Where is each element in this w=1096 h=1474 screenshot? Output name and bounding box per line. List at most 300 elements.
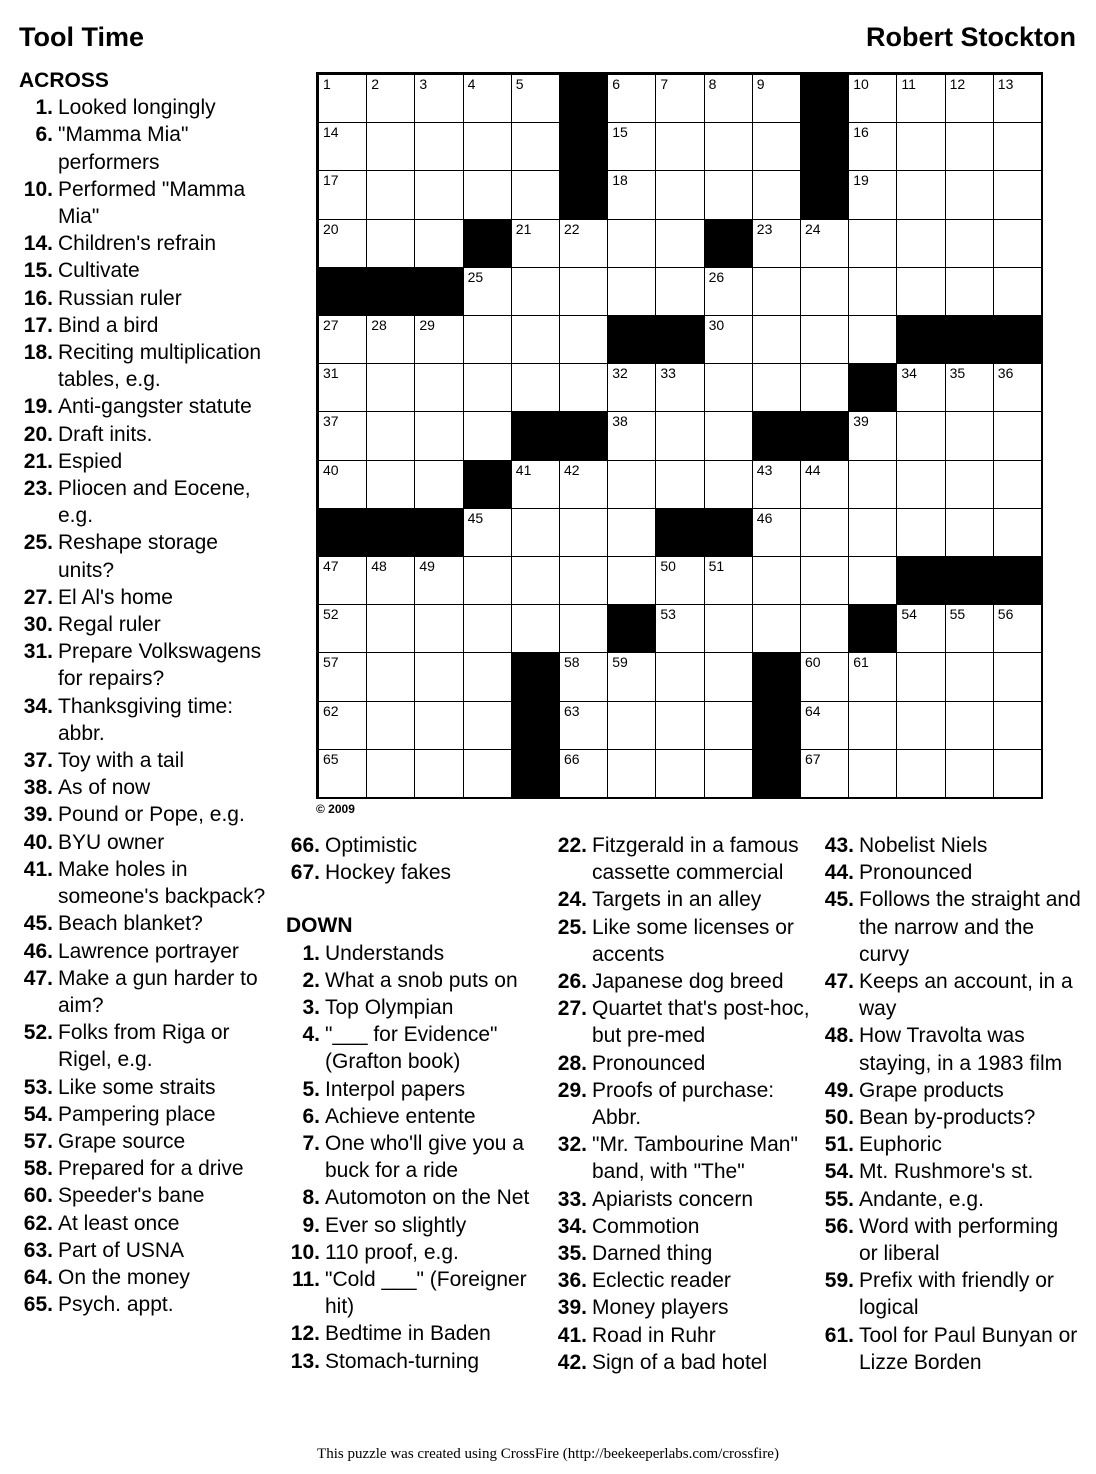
grid-cell[interactable]	[704, 170, 753, 219]
grid-cell[interactable]	[559, 363, 608, 412]
clue-number: 22.	[557, 834, 587, 857]
clue-item	[820, 1131, 1082, 1158]
grid-cell[interactable]	[945, 170, 994, 219]
grid-cell[interactable]	[318, 122, 367, 171]
grid-cell[interactable]	[414, 74, 463, 123]
grid-cell[interactable]	[800, 267, 849, 316]
grid-cell[interactable]	[993, 604, 1042, 653]
grid-cell[interactable]	[655, 122, 704, 171]
clue-item	[19, 856, 277, 910]
grid-cell[interactable]	[752, 508, 801, 557]
grid-cell[interactable]	[366, 604, 415, 653]
grid-cell[interactable]	[366, 219, 415, 268]
grid-cell[interactable]	[655, 74, 704, 123]
grid-cell[interactable]	[945, 749, 994, 798]
clue-number: 27.	[23, 585, 53, 609]
grid-cell[interactable]	[704, 556, 753, 605]
clue-text: Ever so slightly	[325, 1213, 467, 1237]
grid-cell[interactable]	[463, 315, 512, 364]
clue-text: Psych. appt.	[58, 1293, 174, 1317]
clue-item	[820, 1322, 1082, 1376]
grid-cell[interactable]	[993, 74, 1042, 123]
grid-cell[interactable]	[414, 315, 463, 364]
cell-number: 42	[564, 461, 580, 478]
grid-cell[interactable]	[896, 701, 945, 750]
grid-cell[interactable]	[607, 652, 656, 701]
grid-cell[interactable]	[993, 363, 1042, 412]
grid-cell[interactable]	[704, 411, 753, 460]
grid-cell[interactable]	[607, 170, 656, 219]
grid-cell[interactable]	[318, 460, 367, 509]
grid-cell[interactable]	[704, 604, 753, 653]
grid-cell[interactable]	[993, 460, 1042, 509]
grid-cell[interactable]	[366, 170, 415, 219]
grid-cell[interactable]	[414, 170, 463, 219]
clue-item	[19, 312, 277, 339]
grid-cell[interactable]	[848, 267, 897, 316]
clue-item	[820, 832, 1082, 859]
grid-cell[interactable]	[366, 315, 415, 364]
grid-cell[interactable]	[559, 604, 608, 653]
clue-text: "Mr. Tambourine Man" band, with "The"	[592, 1133, 798, 1184]
grid-cell[interactable]	[704, 701, 753, 750]
clue-item	[19, 1155, 277, 1182]
clue-text: Like some straits	[58, 1075, 216, 1099]
grid-cell[interactable]	[752, 460, 801, 509]
grid-cell[interactable]	[704, 652, 753, 701]
grid-cell[interactable]	[559, 315, 608, 364]
grid-cell[interactable]	[848, 749, 897, 798]
grid-cell[interactable]	[945, 267, 994, 316]
grid-cell[interactable]	[318, 749, 367, 798]
grid-cell[interactable]	[655, 170, 704, 219]
grid-cell[interactable]	[607, 508, 656, 557]
grid-cell[interactable]	[848, 652, 897, 701]
grid-cell[interactable]	[655, 556, 704, 605]
clue-number: 58.	[23, 1157, 53, 1181]
grid-cell[interactable]	[607, 74, 656, 123]
grid-cell[interactable]	[607, 411, 656, 460]
grid-cell[interactable]	[463, 363, 512, 412]
clue-text: Andante, e.g.	[859, 1187, 984, 1211]
grid-cell[interactable]	[559, 267, 608, 316]
cell-number: 9	[756, 76, 765, 92]
grid-cell[interactable]	[848, 701, 897, 750]
black-square	[366, 267, 415, 316]
grid-cell[interactable]	[993, 749, 1042, 798]
cell-number: 52	[323, 606, 339, 623]
black-square	[752, 411, 801, 460]
grid-cell[interactable]	[896, 460, 945, 509]
clue-number: 28.	[557, 1051, 587, 1075]
grid-cell[interactable]	[752, 604, 801, 653]
grid-cell[interactable]	[463, 749, 512, 798]
grid-cell[interactable]	[896, 363, 945, 412]
grid-cell[interactable]	[318, 170, 367, 219]
grid-cell[interactable]	[318, 604, 367, 653]
grid-cell[interactable]	[896, 122, 945, 171]
grid-cell[interactable]	[511, 604, 560, 653]
clue-number: 7.	[302, 1132, 320, 1156]
grid-cell[interactable]	[945, 460, 994, 509]
clue-number: 36.	[557, 1269, 587, 1293]
grid-cell[interactable]	[607, 363, 656, 412]
grid-cell[interactable]	[896, 508, 945, 557]
grid-cell[interactable]	[945, 701, 994, 750]
cell-number: 64	[805, 702, 821, 719]
clue-text: Anti-gangster statute	[58, 395, 252, 419]
grid-cell[interactable]	[655, 460, 704, 509]
grid-cell[interactable]	[993, 701, 1042, 750]
clue-text: Stomach-turning	[325, 1349, 480, 1373]
grid-cell[interactable]	[463, 508, 512, 557]
clue-item	[19, 747, 277, 774]
grid-cell[interactable]	[366, 74, 415, 123]
grid-cell[interactable]	[704, 749, 753, 798]
grid-cell[interactable]	[607, 701, 656, 750]
grid-cell[interactable]	[848, 219, 897, 268]
across-heading: ACROSS	[19, 69, 109, 92]
grid-cell[interactable]	[463, 267, 512, 316]
clue-item	[286, 1184, 548, 1211]
clue-item	[19, 285, 277, 312]
grid-cell[interactable]	[511, 219, 560, 268]
grid-cell[interactable]	[463, 604, 512, 653]
grid-cell[interactable]	[366, 652, 415, 701]
grid-cell[interactable]	[993, 508, 1042, 557]
grid-cell[interactable]	[414, 460, 463, 509]
clue-item	[19, 1291, 277, 1318]
clue-text: Performed "Mamma Mia"	[58, 177, 246, 229]
grid-cell[interactable]	[752, 122, 801, 171]
grid-cell[interactable]	[559, 556, 608, 605]
down-heading: DOWN	[286, 914, 353, 938]
clue-item	[19, 1074, 277, 1101]
grid-cell[interactable]	[752, 170, 801, 219]
clue-number: 63.	[23, 1238, 53, 1262]
grid-cell[interactable]	[366, 749, 415, 798]
clue-text: Make holes in someone's backpack?	[58, 857, 266, 909]
grid-cell[interactable]	[655, 411, 704, 460]
grid-cell[interactable]	[896, 74, 945, 123]
grid-cell[interactable]	[318, 411, 367, 460]
grid-cell[interactable]	[607, 219, 656, 268]
grid-cell[interactable]	[800, 749, 849, 798]
grid-cell[interactable]	[559, 652, 608, 701]
clue-text: Targets in an alley	[592, 888, 762, 912]
clue-number: 20.	[23, 422, 53, 446]
clue-item	[820, 1104, 1082, 1131]
grid-cell[interactable]	[896, 604, 945, 653]
clue-item	[553, 1322, 815, 1349]
clue-text: Folks from Riga or Rigel, e.g.	[58, 1021, 230, 1072]
grid-cell[interactable]	[318, 701, 367, 750]
black-square	[559, 170, 608, 219]
grid-cell[interactable]	[414, 652, 463, 701]
footer-credit: This puzzle was created using CrossFire (http://beekeeperlabs.com/crossfire)	[317, 1446, 779, 1462]
clue-item	[286, 1130, 548, 1184]
clue-item	[553, 1294, 815, 1321]
clue-item	[19, 1182, 277, 1209]
clue-text: Prefix with friendly or logical	[859, 1269, 1054, 1320]
cell-number: 2	[371, 76, 379, 92]
grid-cell[interactable]	[655, 267, 704, 316]
grid-cell[interactable]	[704, 122, 753, 171]
grid-cell[interactable]	[848, 122, 897, 171]
grid-cell[interactable]	[800, 556, 849, 605]
clue-item	[553, 832, 815, 886]
clue-text: Mt. Rushmore's st.	[859, 1160, 1034, 1184]
grid-cell[interactable]	[559, 701, 608, 750]
grid-cell[interactable]	[463, 701, 512, 750]
grid-cell[interactable]	[655, 219, 704, 268]
grid-cell[interactable]	[559, 749, 608, 798]
grid-cell[interactable]	[848, 411, 897, 460]
grid-cell[interactable]	[559, 508, 608, 557]
clue-item	[286, 859, 548, 886]
grid-cell[interactable]	[945, 363, 994, 412]
grid-cell[interactable]	[366, 411, 415, 460]
grid-cell[interactable]	[318, 219, 367, 268]
grid-cell[interactable]	[896, 652, 945, 701]
cell-number: 54	[901, 606, 917, 623]
grid-cell[interactable]	[511, 508, 560, 557]
clue-item	[553, 1267, 815, 1294]
grid-cell[interactable]	[414, 604, 463, 653]
grid-cell[interactable]	[752, 219, 801, 268]
cell-number: 16	[853, 124, 869, 141]
grid-cell[interactable]	[318, 363, 367, 412]
clue-number: 25.	[557, 915, 587, 939]
grid-cell[interactable]	[800, 315, 849, 364]
grid-cell[interactable]	[993, 652, 1042, 701]
grid-cell[interactable]	[704, 460, 753, 509]
cell-number: 27	[323, 317, 339, 333]
clue-item	[19, 121, 277, 175]
clue-text: Grape source	[58, 1129, 186, 1153]
grid-cell[interactable]	[463, 652, 512, 701]
clue-number: 50.	[824, 1106, 854, 1130]
grid-cell[interactable]	[800, 219, 849, 268]
grid-cell[interactable]	[366, 363, 415, 412]
black-square	[848, 363, 897, 412]
black-square	[559, 122, 608, 171]
grid-cell[interactable]	[800, 460, 849, 509]
grid-cell[interactable]	[655, 652, 704, 701]
clue-number: 10.	[23, 177, 53, 201]
clue-text: Looked longingly	[58, 96, 216, 120]
grid-cell[interactable]	[414, 363, 463, 412]
grid-cell[interactable]	[752, 363, 801, 412]
clue-item	[553, 1213, 815, 1240]
grid-cell[interactable]	[366, 122, 415, 171]
cell-number: 15	[612, 124, 628, 141]
clue-item	[19, 1128, 277, 1155]
grid-cell[interactable]	[704, 74, 753, 123]
grid-cell[interactable]	[511, 556, 560, 605]
grid-cell[interactable]	[752, 74, 801, 123]
grid-cell[interactable]	[800, 652, 849, 701]
clue-number: 38.	[23, 776, 53, 800]
clue-text: Bedtime in Baden	[325, 1322, 491, 1346]
clue-text: Eclectic reader	[592, 1269, 731, 1293]
grid-cell[interactable]	[607, 267, 656, 316]
grid-cell[interactable]	[655, 749, 704, 798]
grid-cell[interactable]	[463, 411, 512, 460]
crossword-grid	[316, 72, 1043, 799]
grid-cell[interactable]	[463, 74, 512, 123]
grid-cell[interactable]	[945, 652, 994, 701]
grid-cell[interactable]	[896, 411, 945, 460]
grid-cell[interactable]	[945, 219, 994, 268]
cell-number: 12	[949, 76, 966, 92]
cell-number: 30	[708, 317, 725, 333]
clue-number: 12.	[290, 1322, 320, 1346]
grid-cell[interactable]	[848, 508, 897, 557]
grid-cell[interactable]	[752, 556, 801, 605]
grid-cell[interactable]	[993, 411, 1042, 460]
grid-cell[interactable]	[463, 556, 512, 605]
clue-number: 51.	[824, 1133, 854, 1157]
clue-number: 9.	[302, 1213, 320, 1237]
black-square	[704, 219, 753, 268]
cell-number: 35	[949, 365, 966, 382]
grid-cell[interactable]	[559, 460, 608, 509]
grid-cell[interactable]	[607, 749, 656, 798]
grid-cell[interactable]	[848, 74, 897, 123]
grid-cell[interactable]	[993, 219, 1042, 268]
clue-number: 2.	[302, 968, 320, 992]
grid-cell[interactable]	[511, 363, 560, 412]
grid-cell[interactable]	[848, 460, 897, 509]
grid-cell[interactable]	[318, 652, 367, 701]
grid-cell[interactable]	[945, 604, 994, 653]
clue-number: 55.	[824, 1187, 854, 1211]
clue-text: Road in Ruhr	[592, 1323, 716, 1347]
grid-cell[interactable]	[655, 701, 704, 750]
grid-cell[interactable]	[896, 267, 945, 316]
clue-item	[19, 176, 277, 230]
clue-number: 41.	[557, 1323, 587, 1347]
clue-text: Word with performing or liberal	[859, 1214, 1059, 1266]
cell-number: 29	[419, 317, 435, 333]
grid-cell[interactable]	[511, 315, 560, 364]
grid-cell[interactable]	[463, 122, 512, 171]
clue-text: Part of USNA	[58, 1238, 185, 1262]
grid-cell[interactable]	[414, 701, 463, 750]
grid-cell[interactable]	[848, 315, 897, 364]
cell-number: 18	[612, 172, 628, 189]
grid-cell[interactable]	[752, 267, 801, 316]
clue-number: 6.	[302, 1104, 320, 1128]
grid-cell[interactable]	[800, 701, 849, 750]
cell-number: 21	[515, 220, 532, 237]
grid-cell[interactable]	[848, 556, 897, 605]
grid-cell[interactable]	[945, 74, 994, 123]
grid-cell[interactable]	[896, 170, 945, 219]
grid-cell[interactable]	[414, 219, 463, 268]
cell-number: 17	[323, 172, 339, 189]
grid-cell[interactable]	[800, 363, 849, 412]
grid-cell[interactable]	[655, 363, 704, 412]
clue-item	[19, 801, 277, 828]
cell-number: 26	[708, 268, 725, 285]
clue-text: Money players	[592, 1296, 729, 1320]
grid-cell[interactable]	[993, 267, 1042, 316]
grid-cell[interactable]	[752, 315, 801, 364]
grid-cell[interactable]	[848, 170, 897, 219]
clue-text: Interpol papers	[325, 1077, 466, 1101]
grid-cell[interactable]	[993, 170, 1042, 219]
grid-cell[interactable]	[511, 170, 560, 219]
cell-number: 25	[467, 268, 484, 285]
grid-cell[interactable]	[655, 604, 704, 653]
cell-number: 41	[515, 461, 532, 478]
grid-cell[interactable]	[559, 219, 608, 268]
clue-item	[286, 1212, 548, 1239]
clue-item	[820, 1186, 1082, 1213]
clue-number: 10.	[290, 1240, 320, 1264]
grid-cell[interactable]	[607, 556, 656, 605]
clue-text: Top Olympian	[325, 996, 454, 1020]
clue-text: Regal ruler	[58, 613, 161, 637]
grid-cell[interactable]	[318, 74, 367, 123]
grid-cell[interactable]	[704, 315, 753, 364]
grid-cell[interactable]	[414, 749, 463, 798]
clue-number: 47.	[23, 966, 53, 990]
grid-cell[interactable]	[366, 701, 415, 750]
grid-cell[interactable]	[511, 267, 560, 316]
grid-cell[interactable]	[318, 556, 367, 605]
grid-cell[interactable]	[366, 460, 415, 509]
grid-cell[interactable]	[607, 460, 656, 509]
clue-item	[286, 1320, 548, 1347]
grid-cell[interactable]	[414, 556, 463, 605]
grid-cell[interactable]	[414, 411, 463, 460]
grid-cell[interactable]	[896, 219, 945, 268]
grid-cell[interactable]	[800, 508, 849, 557]
clue-number: 8.	[302, 1186, 320, 1210]
grid-cell[interactable]	[511, 460, 560, 509]
grid-cell[interactable]	[318, 315, 367, 364]
black-square	[318, 267, 367, 316]
clue-number: 26.	[557, 970, 587, 994]
clue-item	[19, 938, 277, 965]
grid-cell[interactable]	[945, 411, 994, 460]
grid-cell[interactable]	[463, 170, 512, 219]
grid-cell[interactable]	[945, 508, 994, 557]
grid-cell[interactable]	[607, 122, 656, 171]
grid-cell[interactable]	[511, 74, 560, 123]
grid-cell[interactable]	[511, 122, 560, 171]
grid-cell[interactable]	[993, 122, 1042, 171]
grid-cell[interactable]	[414, 122, 463, 171]
black-square	[800, 122, 849, 171]
clue-number: 44.	[824, 861, 854, 885]
grid-cell[interactable]	[896, 749, 945, 798]
grid-cell[interactable]	[945, 122, 994, 171]
clue-text: Euphoric	[859, 1133, 942, 1157]
clue-number: 59.	[824, 1269, 854, 1293]
grid-cell[interactable]	[800, 604, 849, 653]
clue-text: Beach blanket?	[58, 912, 203, 936]
clue-number: 45.	[824, 888, 854, 912]
clue-text: 110 proof, e.g.	[325, 1240, 459, 1264]
grid-cell[interactable]	[704, 363, 753, 412]
grid-cell[interactable]	[366, 556, 415, 605]
grid-cell[interactable]	[704, 267, 753, 316]
cell-number: 55	[949, 606, 966, 623]
